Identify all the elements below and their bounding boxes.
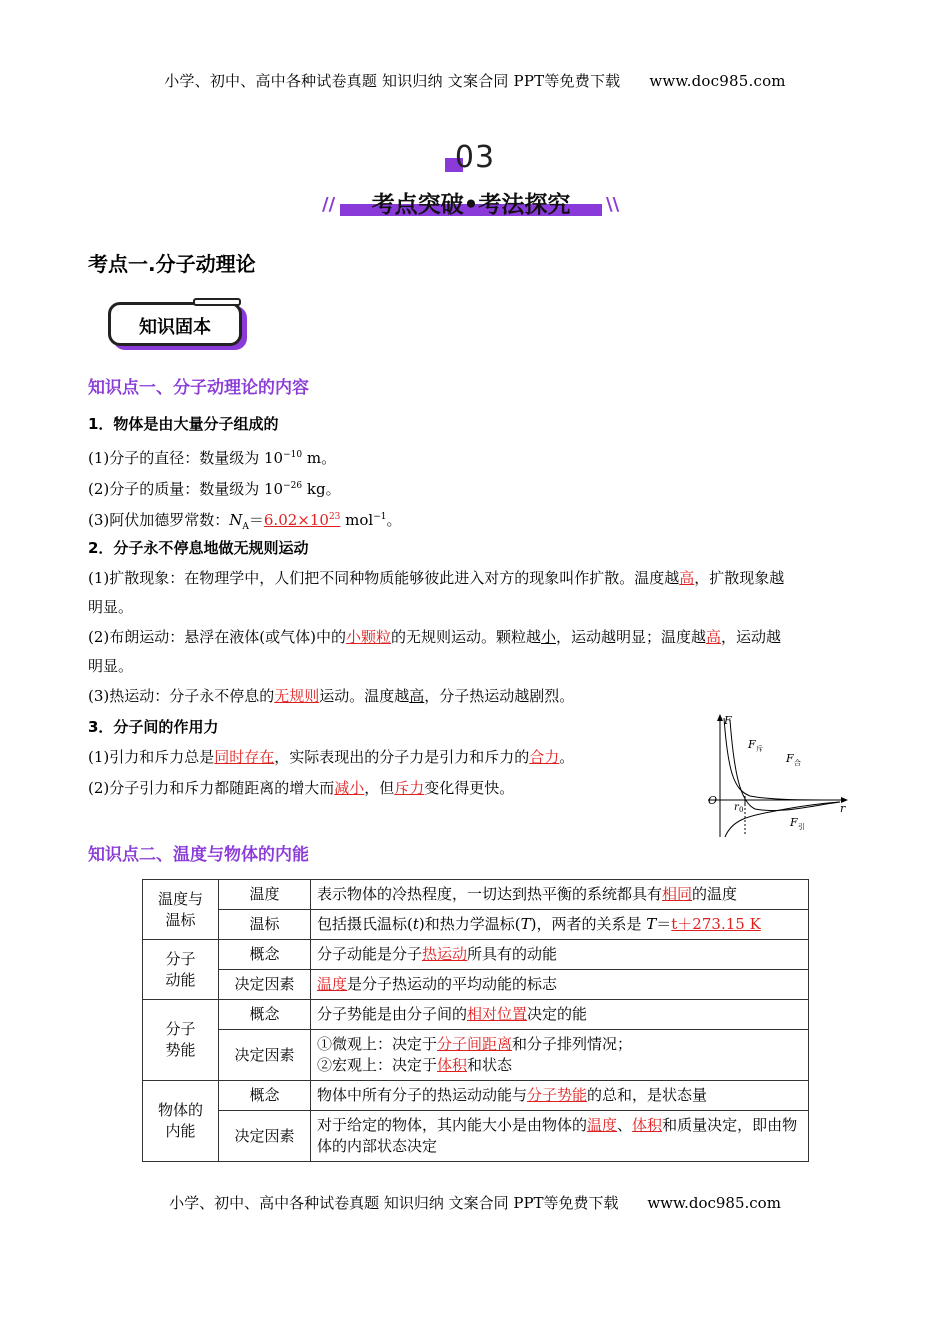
- label-F-rep-sub: 斥: [756, 745, 763, 753]
- kp1-line-2a-cont: 明显。: [88, 598, 134, 616]
- label-r0-sub: 0: [739, 806, 744, 814]
- repulsive-curve: [724, 718, 840, 800]
- row-label: 决定因素: [219, 1111, 311, 1162]
- kp1-line-1a: (1)分子的直径：数量级为 $10^{-10}$ m。: [88, 449, 337, 467]
- row-content: 对于给定的物体，其内能大小是由物体的温度、体积和质量决定，即由物体的内部状态决定: [311, 1111, 809, 1162]
- badge-label: 知识固本: [139, 317, 211, 338]
- kp1-line-2b-cont: 明显。: [88, 657, 134, 675]
- left-slash-decoration: //: [322, 194, 336, 215]
- kp2-title: 知识点二、温度与物体的内能: [88, 845, 309, 865]
- row-content: 包括摄氏温标(t)和热力学温标(T)，两者的关系是 T＝t＋273.15 K: [311, 910, 809, 940]
- kp1-line-3b: (2)分子引力和斥力都随距离的增大而减小，但斥力变化得更快。: [88, 779, 515, 797]
- section-title: 考点突破•考法探究: [371, 192, 571, 218]
- label-F-rep: F: [748, 738, 756, 751]
- right-slash-decoration: \\: [606, 194, 620, 215]
- label-F-net: F: [786, 752, 794, 765]
- kp1-line-2a: (1)扩散现象：在物理学中，人们把不同种物质能够彼此进入对方的现象叫作扩散。温度越高，扩散现象越: [88, 569, 785, 587]
- row-label: 温标: [219, 910, 311, 940]
- row-content: 分子动能是分子热运动所具有的动能: [311, 940, 809, 970]
- internal-energy-table: [142, 879, 809, 1162]
- net-force-curve: [730, 720, 840, 811]
- kp1-s2: 2．分子永不停息地做无规则运动: [88, 539, 309, 557]
- table-row: [143, 1000, 809, 1030]
- force-distance-graph: [700, 712, 850, 840]
- graph-y-arrow: [717, 714, 723, 721]
- row-content: 温度是分子热运动的平均动能的标志: [311, 970, 809, 1000]
- badge-dots-decoration: [193, 298, 241, 306]
- section-number: 03: [454, 140, 496, 175]
- header-text: 小学、初中、高中各种试卷真题 知识归纳 文案合同 PPT等免费下载: [164, 72, 621, 90]
- label-r0: r: [734, 802, 739, 813]
- kp1-title: 知识点一、分子动理论的内容: [88, 378, 309, 398]
- page-footer: [0, 1192, 950, 1213]
- row-label: 概念: [219, 1081, 311, 1111]
- row-content: 分子势能是由分子间的相对位置决定的能: [311, 1000, 809, 1030]
- group-label: 分子动能: [143, 940, 219, 1000]
- row-label: 概念: [219, 940, 311, 970]
- label-r: r: [840, 802, 846, 815]
- table-row: [143, 910, 809, 940]
- table-row: [143, 880, 809, 910]
- section-banner: [340, 186, 602, 216]
- kp1-line-1b: (2)分子的质量：数量级为 $10^{-26}$ kg。: [88, 480, 341, 498]
- footer-text: 小学、初中、高中各种试卷真题 知识归纳 文案合同 PPT等免费下载: [169, 1194, 619, 1212]
- group-label: 物体的内能: [143, 1081, 219, 1162]
- kp1-line-2c: (3)热运动：分子永不停息的无规则运动。温度越高，分子热运动越剧烈。: [88, 687, 575, 705]
- kp1-s1: 1．物体是由大量分子组成的: [88, 415, 279, 433]
- page-header: [0, 70, 950, 91]
- group-label: 温度与温标: [143, 880, 219, 940]
- row-label: 决定因素: [219, 1030, 311, 1081]
- row-content: ①微观上：决定于分子间距离和分子排列情况； ②宏观上：决定于体积和状态: [311, 1030, 809, 1081]
- table-row: [143, 1030, 809, 1081]
- row-label: 决定因素: [219, 970, 311, 1000]
- header-url[interactable]: www.doc985.com: [649, 72, 786, 90]
- kp1-line-2b: (2)布朗运动：悬浮在液体(或气体)中的小颗粒的无规则运动。颗粒越小，运动越明显；温度越高，运动越: [88, 628, 782, 646]
- label-F-att: F: [790, 816, 798, 829]
- row-content: 表示物体的冷热程度，一切达到热平衡的系统都具有相同的温度: [311, 880, 809, 910]
- row-label: 温度: [219, 880, 311, 910]
- table-row: [143, 1111, 809, 1162]
- kp1-line-3a: (1)引力和斥力总是同时存在，实际表现出的分子力是引力和斥力的合力。: [88, 748, 575, 766]
- answer-avogadro: $6.02\times 10^{23}$: [263, 511, 341, 529]
- row-label: 概念: [219, 1000, 311, 1030]
- row-content: 物体中所有分子的热运动动能与分子势能的总和，是状态量: [311, 1081, 809, 1111]
- label-F: F: [724, 714, 732, 727]
- knowledge-badge: [108, 302, 242, 346]
- label-origin: O: [708, 794, 718, 807]
- topic-heading: 考点一.分子动理论: [88, 252, 256, 276]
- label-F-net-sub: 合: [794, 759, 801, 767]
- footer-url[interactable]: www.doc985.com: [647, 1194, 781, 1212]
- table-row: [143, 940, 809, 970]
- kp1-line-1c: (3)阿伏加德罗常数：$N_A=6.02\times 10^{23}$ mol$^{-1}$。: [88, 511, 402, 532]
- kp1-s3: 3．分子间的作用力: [88, 718, 219, 736]
- table-row: [143, 970, 809, 1000]
- group-label: 分子势能: [143, 1000, 219, 1081]
- table-row: [143, 1081, 809, 1111]
- label-F-att-sub: 引: [798, 823, 805, 831]
